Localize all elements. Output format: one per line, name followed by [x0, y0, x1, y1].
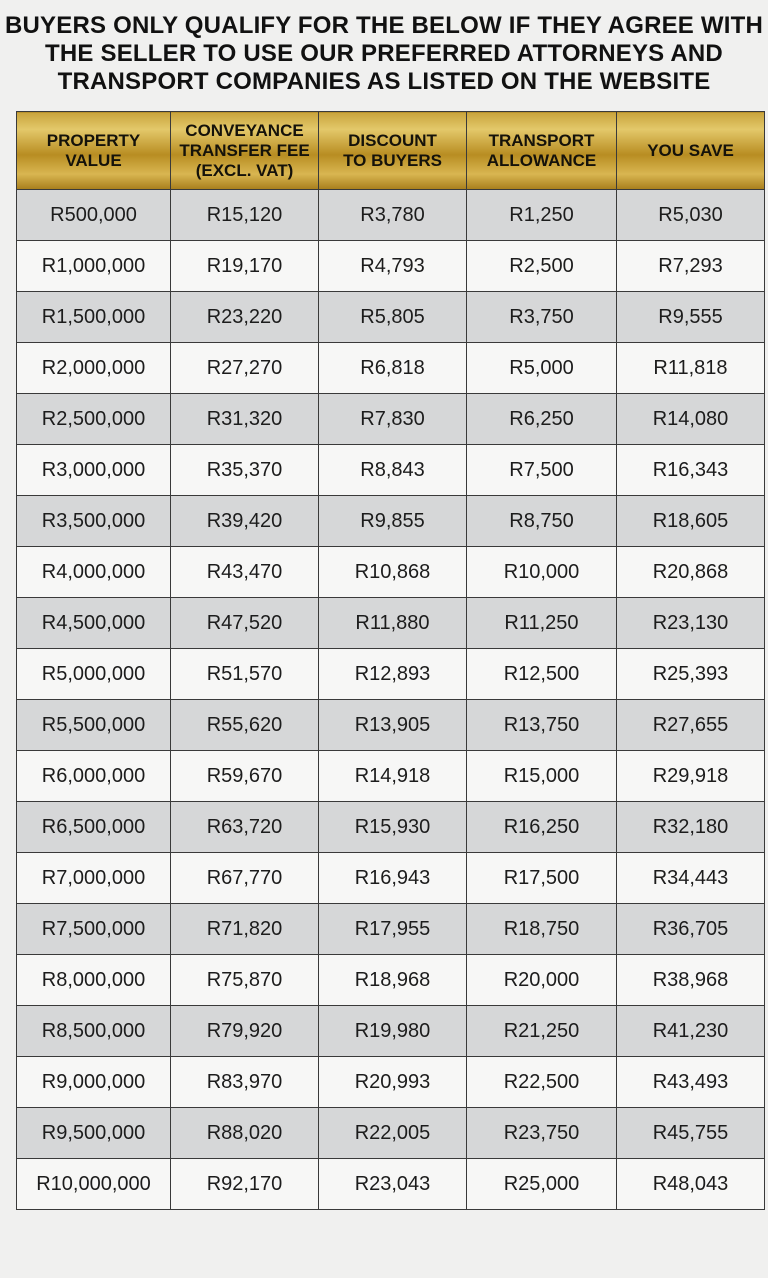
pricing-table: [16, 111, 765, 1210]
property-value-cell: R10,000,000: [17, 1159, 171, 1210]
table-row: [17, 802, 765, 853]
transport-allowance-cell: R25,000: [467, 1159, 617, 1210]
header-line: YOU SAVE: [647, 140, 734, 160]
table-row: [17, 598, 765, 649]
discount-cell: R19,980: [319, 1006, 467, 1057]
transfer-fee-cell: R88,020: [171, 1108, 319, 1159]
you-save-cell: R41,230: [617, 1006, 765, 1057]
heading-line-1: BUYERS ONLY QUALIFY FOR THE BELOW IF THEY AGREE WITH: [4, 12, 763, 39]
table-row: [17, 904, 765, 955]
page-heading: [0, 12, 768, 96]
transfer-fee-cell: R15,120: [171, 190, 319, 241]
you-save-cell: R32,180: [617, 802, 765, 853]
you-save-cell: R7,293: [617, 241, 765, 292]
header-line: TRANSFER FEE: [179, 140, 310, 160]
discount-cell: R7,830: [319, 394, 467, 445]
table-row: [17, 1159, 765, 1210]
property-value-cell: R3,500,000: [17, 496, 171, 547]
discount-cell: R3,780: [319, 190, 467, 241]
property-value-cell: R8,000,000: [17, 955, 171, 1006]
property-value-cell: R2,500,000: [17, 394, 171, 445]
transfer-fee-cell: R23,220: [171, 292, 319, 343]
transfer-fee-cell: R63,720: [171, 802, 319, 853]
transfer-fee-cell: R92,170: [171, 1159, 319, 1210]
discount-cell: R12,893: [319, 649, 467, 700]
transfer-fee-cell: R35,370: [171, 445, 319, 496]
discount-cell: R14,918: [319, 751, 467, 802]
property-value-cell: R8,500,000: [17, 1006, 171, 1057]
header-line: TO BUYERS: [343, 150, 442, 170]
property-value-cell: R4,000,000: [17, 547, 171, 598]
property-value-cell: R7,500,000: [17, 904, 171, 955]
table-row: [17, 1057, 765, 1108]
discount-cell: R23,043: [319, 1159, 467, 1210]
transport-allowance-cell: R21,250: [467, 1006, 617, 1057]
header-property-value: [17, 112, 171, 190]
transfer-fee-cell: R51,570: [171, 649, 319, 700]
discount-cell: R6,818: [319, 343, 467, 394]
property-value-cell: R500,000: [17, 190, 171, 241]
transport-allowance-cell: R5,000: [467, 343, 617, 394]
you-save-cell: R20,868: [617, 547, 765, 598]
table-row: [17, 343, 765, 394]
property-value-cell: R3,000,000: [17, 445, 171, 496]
discount-cell: R10,868: [319, 547, 467, 598]
transport-allowance-cell: R17,500: [467, 853, 617, 904]
you-save-cell: R38,968: [617, 955, 765, 1006]
table-row: [17, 853, 765, 904]
header-transport-allowance: [467, 112, 617, 190]
table-row: [17, 1108, 765, 1159]
transport-allowance-cell: R11,250: [467, 598, 617, 649]
table-row: [17, 394, 765, 445]
header-line: (EXCL. VAT): [195, 160, 294, 180]
transport-allowance-cell: R15,000: [467, 751, 617, 802]
header-line: VALUE: [65, 150, 122, 170]
transport-allowance-cell: R18,750: [467, 904, 617, 955]
property-value-cell: R9,500,000: [17, 1108, 171, 1159]
you-save-cell: R14,080: [617, 394, 765, 445]
transfer-fee-cell: R55,620: [171, 700, 319, 751]
table-row: [17, 292, 765, 343]
table-row: [17, 649, 765, 700]
property-value-cell: R6,000,000: [17, 751, 171, 802]
discount-cell: R16,943: [319, 853, 467, 904]
table-body: [17, 190, 765, 1210]
transfer-fee-cell: R19,170: [171, 241, 319, 292]
header-line: PROPERTY: [46, 130, 141, 150]
you-save-cell: R43,493: [617, 1057, 765, 1108]
you-save-cell: R16,343: [617, 445, 765, 496]
header-line: CONVEYANCE: [185, 120, 304, 140]
transport-allowance-cell: R23,750: [467, 1108, 617, 1159]
transport-allowance-cell: R16,250: [467, 802, 617, 853]
header-line: ALLOWANCE: [486, 150, 597, 170]
discount-cell: R22,005: [319, 1108, 467, 1159]
transfer-fee-cell: R31,320: [171, 394, 319, 445]
transport-allowance-cell: R8,750: [467, 496, 617, 547]
discount-cell: R4,793: [319, 241, 467, 292]
table-row: [17, 1006, 765, 1057]
transfer-fee-cell: R71,820: [171, 904, 319, 955]
you-save-cell: R34,443: [617, 853, 765, 904]
table-row: [17, 955, 765, 1006]
header-line: DISCOUNT: [348, 130, 437, 150]
table-row: [17, 751, 765, 802]
transport-allowance-cell: R2,500: [467, 241, 617, 292]
discount-cell: R11,880: [319, 598, 467, 649]
you-save-cell: R18,605: [617, 496, 765, 547]
transport-allowance-cell: R10,000: [467, 547, 617, 598]
header-discount: [319, 112, 467, 190]
property-value-cell: R7,000,000: [17, 853, 171, 904]
transfer-fee-cell: R59,670: [171, 751, 319, 802]
discount-cell: R13,905: [319, 700, 467, 751]
you-save-cell: R5,030: [617, 190, 765, 241]
transport-allowance-cell: R22,500: [467, 1057, 617, 1108]
you-save-cell: R25,393: [617, 649, 765, 700]
you-save-cell: R9,555: [617, 292, 765, 343]
you-save-cell: R45,755: [617, 1108, 765, 1159]
property-value-cell: R6,500,000: [17, 802, 171, 853]
transfer-fee-cell: R27,270: [171, 343, 319, 394]
transfer-fee-cell: R79,920: [171, 1006, 319, 1057]
header-conveyance-fee: [171, 112, 319, 190]
property-value-cell: R4,500,000: [17, 598, 171, 649]
table-row: [17, 445, 765, 496]
transfer-fee-cell: R47,520: [171, 598, 319, 649]
heading-line-2: THE SELLER TO USE OUR PREFERRED ATTORNEYS AND: [45, 40, 723, 67]
table-row: [17, 547, 765, 598]
heading-line-3: TRANSPORT COMPANIES AS LISTED ON THE WEBSITE: [57, 68, 711, 95]
transport-allowance-cell: R6,250: [467, 394, 617, 445]
property-value-cell: R5,500,000: [17, 700, 171, 751]
transport-allowance-cell: R20,000: [467, 955, 617, 1006]
table-header-row: [17, 112, 765, 190]
discount-cell: R8,843: [319, 445, 467, 496]
transport-allowance-cell: R7,500: [467, 445, 617, 496]
header-you-save: [617, 112, 765, 190]
you-save-cell: R36,705: [617, 904, 765, 955]
you-save-cell: R23,130: [617, 598, 765, 649]
transfer-fee-cell: R43,470: [171, 547, 319, 598]
discount-cell: R15,930: [319, 802, 467, 853]
transfer-fee-cell: R75,870: [171, 955, 319, 1006]
table-row: [17, 241, 765, 292]
discount-cell: R9,855: [319, 496, 467, 547]
discount-cell: R17,955: [319, 904, 467, 955]
you-save-cell: R27,655: [617, 700, 765, 751]
discount-cell: R18,968: [319, 955, 467, 1006]
property-value-cell: R2,000,000: [17, 343, 171, 394]
you-save-cell: R48,043: [617, 1159, 765, 1210]
transport-allowance-cell: R1,250: [467, 190, 617, 241]
discount-cell: R5,805: [319, 292, 467, 343]
transfer-fee-cell: R67,770: [171, 853, 319, 904]
table-row: [17, 190, 765, 241]
table-row: [17, 496, 765, 547]
you-save-cell: R11,818: [617, 343, 765, 394]
transport-allowance-cell: R3,750: [467, 292, 617, 343]
property-value-cell: R9,000,000: [17, 1057, 171, 1108]
header-line: TRANSPORT: [488, 130, 595, 150]
transport-allowance-cell: R13,750: [467, 700, 617, 751]
transport-allowance-cell: R12,500: [467, 649, 617, 700]
you-save-cell: R29,918: [617, 751, 765, 802]
property-value-cell: R5,000,000: [17, 649, 171, 700]
table-row: [17, 700, 765, 751]
discount-cell: R20,993: [319, 1057, 467, 1108]
property-value-cell: R1,000,000: [17, 241, 171, 292]
transfer-fee-cell: R39,420: [171, 496, 319, 547]
transfer-fee-cell: R83,970: [171, 1057, 319, 1108]
property-value-cell: R1,500,000: [17, 292, 171, 343]
